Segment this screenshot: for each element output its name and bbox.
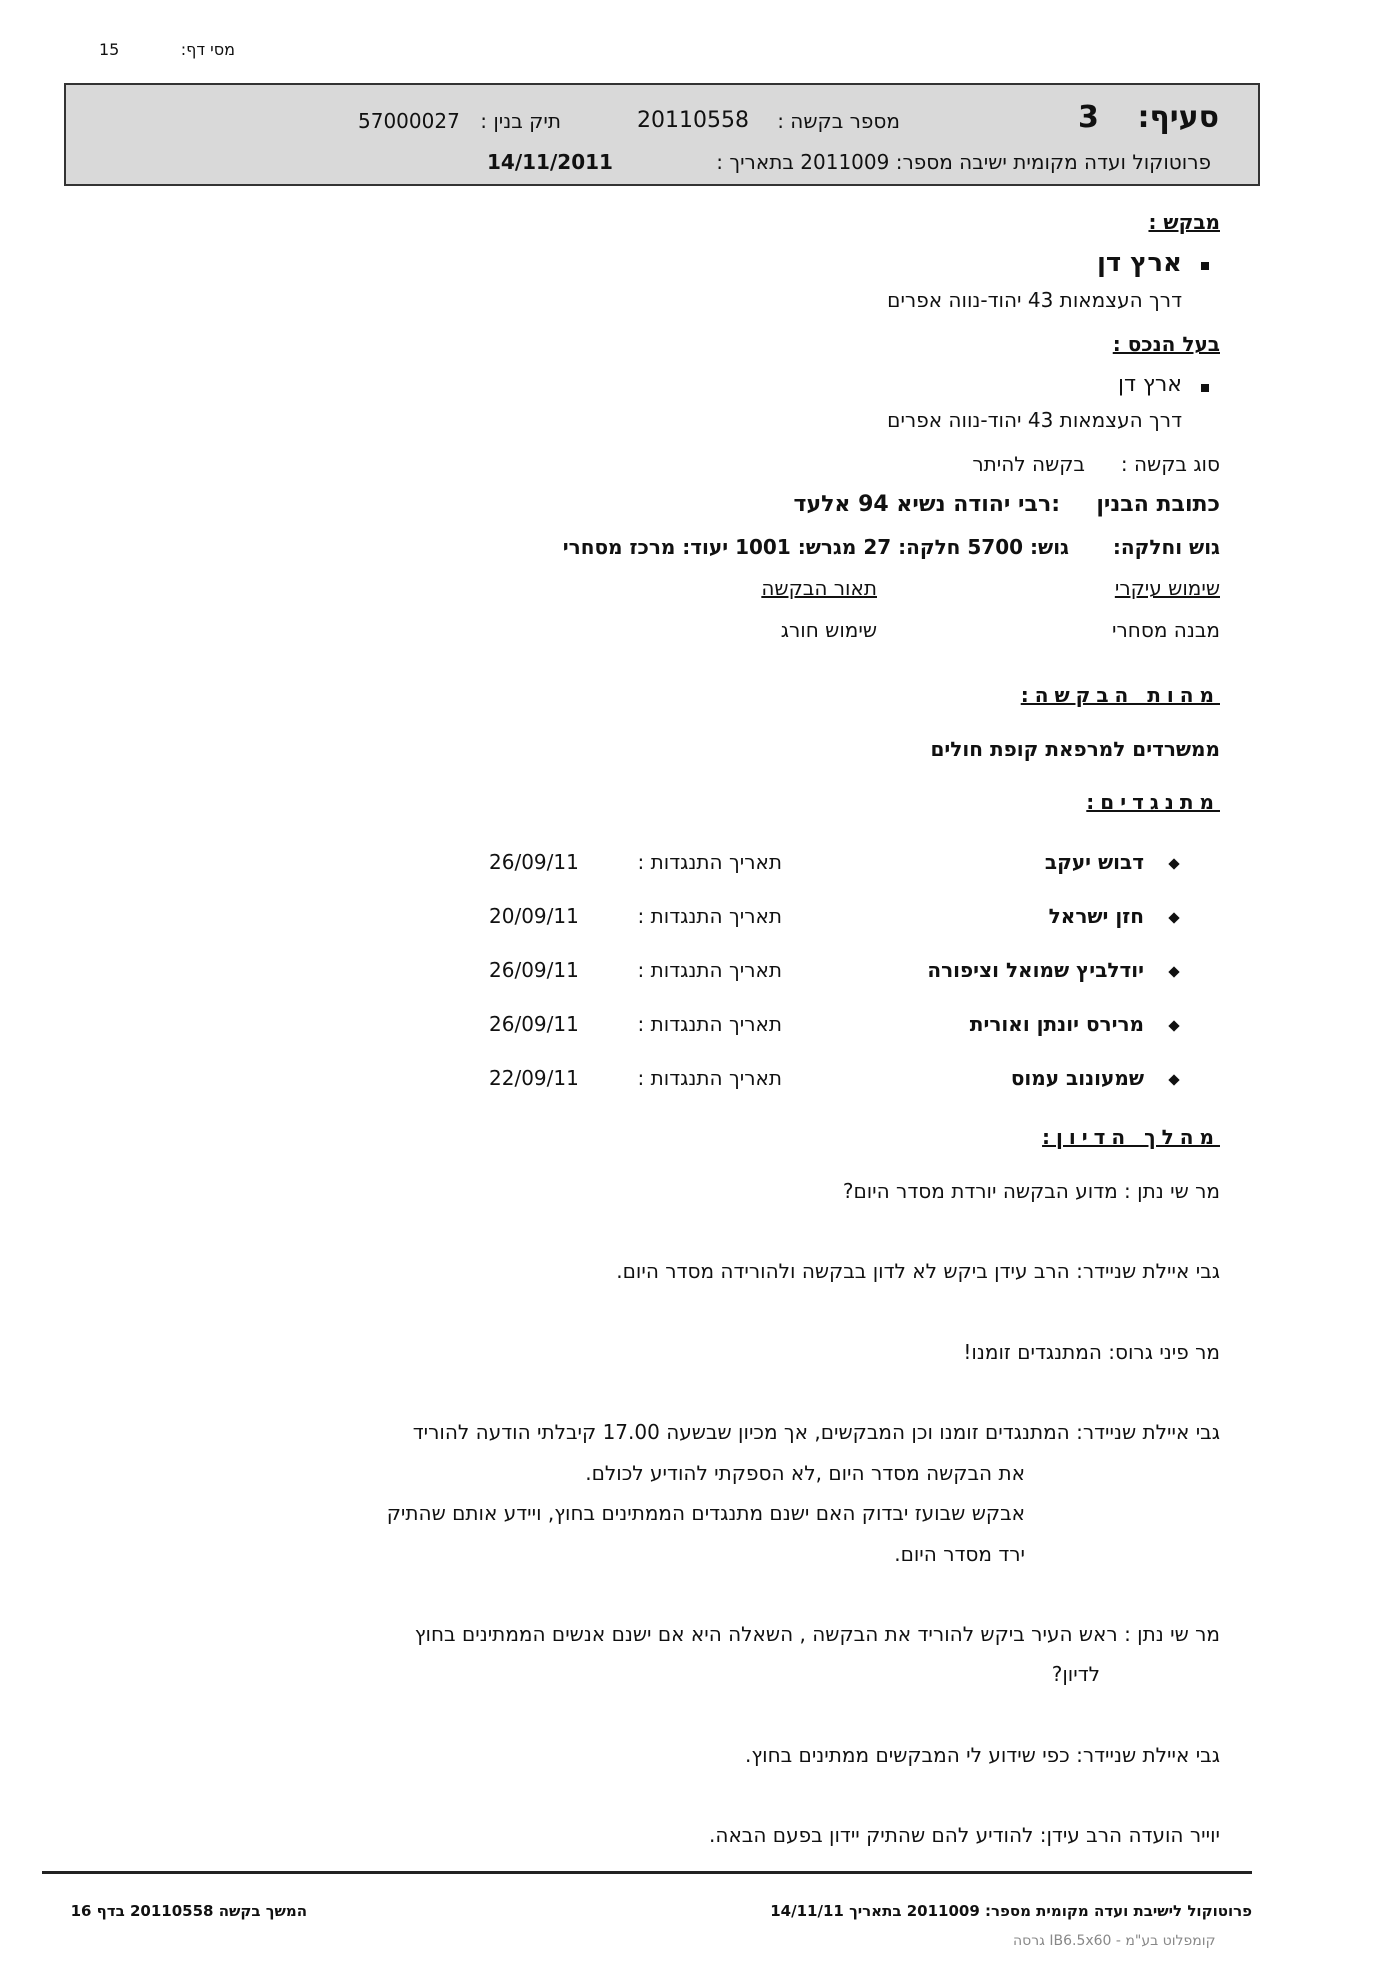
owner-address: דרך העצמאות 43 יהוד-נווה אפרים [887,408,1182,432]
page-number-label: מסי דף: [180,40,235,59]
owner-heading: בעל הנכס : [1112,332,1220,356]
footer-version: גרסה IB6.5x60 - קומפלוט בע"מ [1013,1933,1216,1949]
owner-name: ארץ דן [1118,372,1182,397]
discussion-line: מר פיני גרוס: המתנגדים זומנו! [963,1340,1220,1364]
objection-date: 26/09/11 [489,850,579,874]
section-label: סעיף: [1137,100,1219,135]
parcel-value: גוש: 5700 חלקה: 27 מגרש: 1001 יעוד: מרכז מסחרי [562,535,1069,559]
discussion-line: אבקש שבועז יבדוק האם ישנם מתנגדים הממתינים בחוץ, ויידע אותם שהתיק [386,1501,1025,1525]
main-use-header: שימוש עיקרי [1114,576,1220,600]
discussion-heading: מהלך הדיון: [1042,1125,1220,1149]
discussion-line: גבי איילת שניידר: הרב עידן ביקש לא לדון בבקשה ולהורידה מסדר היום. [616,1259,1220,1283]
objector-name: דבוש יעקב [1044,850,1144,874]
description-header: תאור הבקשה [761,576,877,600]
objection-date-label: תאריך התנגדות : [637,1012,782,1036]
footer-continuation: המשך בקשה 20110558 בדף 16 [70,1902,307,1920]
request-number-label: מספר בקשה : [777,109,900,133]
building-file-label: תיק בנין : [480,109,561,133]
protocol-date: 14/11/2011 [487,150,613,174]
discussion-line: מר שי נתן : ראש העיר ביקש להוריד את הבקשה , השאלה היא אם ישנם אנשים הממתינים בחוץ [414,1622,1220,1646]
discussion-line: את הבקשה מסדר היום ,לא הספקתי להודיע לכולם. [585,1461,1025,1485]
square-bullet-icon [1201,384,1209,392]
objection-date: 26/09/11 [489,958,579,982]
applicant-heading: מבקש : [1148,210,1220,234]
objection-date: 22/09/11 [489,1066,579,1090]
protocol-line: פרוטוקול ועדה מקומית ישיבה מספר: 2011009 בתאריך : [716,150,1211,174]
request-number: 20110558 [637,108,749,133]
discussion-line: מר שי נתן : מדוע הבקשה יורדת מסדר היום? [842,1179,1220,1203]
objection-date-label: תאריך התנגדות : [637,958,782,982]
request-type-value: בקשה להיתר [972,452,1085,476]
objector-name: יודלביץ שמואל וציפורה [927,958,1144,982]
page-number: 15 [99,40,120,59]
essence-heading: מהות הבקשה: [1020,683,1220,707]
main-use-value: מבנה מסחרי [1112,618,1220,642]
objection-date: 26/09/11 [489,1012,579,1036]
applicant-address: דרך העצמאות 43 יהוד-נווה אפרים [887,288,1182,312]
objector-name: שמעונוב עמוס [1010,1066,1144,1090]
section-number: 3 [1078,100,1099,135]
objector-name: מרירס יונתן ואורית [969,1012,1144,1036]
request-type-label: סוג בקשה : [1120,452,1220,476]
discussion-line: יוייר הועדה הרב עידן: להודיע להם שהתיק יידון בפעם הבאה. [709,1823,1220,1847]
footer-divider [42,1871,1252,1874]
objector-name: חזן ישראל [1048,904,1144,928]
building-file-number: 57000027 [358,109,460,133]
diamond-bullet-icon [1168,858,1179,869]
diamond-bullet-icon [1168,1020,1179,1031]
description-value: שימוש חורג [780,618,877,642]
applicant-name: ארץ דן [1096,248,1182,278]
discussion-line: גבי איילת שניידר: המתנגדים זומנו וכן המבקשים, אך מכיון שבשעה 17.00 קיבלתי הודעה להוריד [412,1420,1220,1444]
objection-date: 20/09/11 [489,904,579,928]
diamond-bullet-icon [1168,1074,1179,1085]
objectors-heading: מתנגדים: [1086,790,1220,814]
footer-protocol-info: פרוטוקול לישיבת ועדה מקומית מספר: 2011009 בתאריך 14/11/11 [770,1902,1252,1920]
building-address-value: :רבי יהודה נשיא 94 אלעד [793,492,1060,517]
objection-date-label: תאריך התנגדות : [637,850,782,874]
parcel-label: גוש וחלקה: [1112,535,1220,559]
objection-date-label: תאריך התנגדות : [637,904,782,928]
building-address-label: כתובת הבנין [1096,492,1220,517]
discussion-line: גבי איילת שניידר: כפי שידוע לי המבקשים ממתינים בחוץ. [744,1743,1220,1767]
discussion-line: ירד מסדר היום. [894,1542,1025,1566]
diamond-bullet-icon [1168,966,1179,977]
discussion-line: לדיון? [1051,1662,1100,1686]
square-bullet-icon [1201,262,1209,270]
essence-text: ממשרדים למרפאת קופת חולים [930,737,1220,761]
diamond-bullet-icon [1168,912,1179,923]
objection-date-label: תאריך התנגדות : [637,1066,782,1090]
